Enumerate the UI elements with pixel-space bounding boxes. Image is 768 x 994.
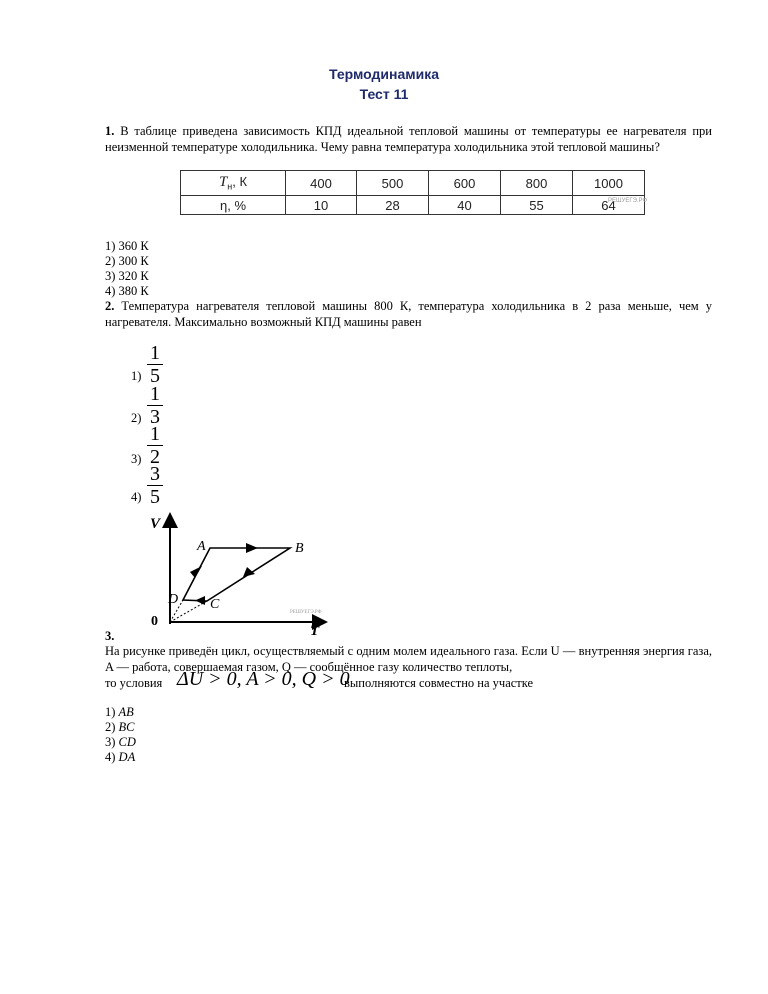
q3-option-1: 1) AB <box>105 705 134 719</box>
table-cell: 600 <box>429 171 501 196</box>
question-1-number: 1. <box>105 124 115 138</box>
q1-option-3: 3) 320 К <box>105 269 149 283</box>
q1-option-2: 2) 300 К <box>105 254 149 268</box>
arrow-ab <box>246 543 258 553</box>
efficiency-table <box>180 170 648 215</box>
table-cell: 400 <box>286 171 357 196</box>
table-cell: 10 <box>286 196 357 215</box>
table-header-efficiency: η, % <box>181 196 286 215</box>
axis-label-v: V <box>150 516 161 532</box>
q2-option-4-fraction: 3 5 <box>147 465 163 506</box>
table-cell: 64 <box>573 196 645 215</box>
q2-option-4-label: 4) <box>131 490 142 504</box>
question-1-text: В таблице приведена зависимость КПД идеальной тепловой машины от температуры ее нагревателя при неизменной температуре холодильника. Чему равна температура холодильника этой тепловой машины? <box>105 124 712 154</box>
page-title: Термодинамика <box>328 66 440 82</box>
cycle-path <box>183 548 290 601</box>
table-cell: 28 <box>357 196 429 215</box>
q2-option-2-label: 2) <box>131 411 142 425</box>
table-watermark: РЕШУЕГЭ.РФ <box>608 198 648 204</box>
question-3-number: 3. <box>105 629 115 643</box>
question-3-text: На рисунке приведён цикл, осуществляемый с одним молем идеального газа. Если U — внутренняя энергия газа, A — работа, совершаемая газом, Q — сообщённое газу количество теплоты, <box>105 644 712 674</box>
table-cell: 500 <box>357 171 429 196</box>
question-1 <box>105 124 712 155</box>
q2-option-1-fraction: 1 5 <box>147 344 163 385</box>
point-b: B <box>295 541 304 556</box>
arrow-cd <box>195 596 205 605</box>
diagram-watermark: РЕШУЕГЭ.РФ <box>290 610 322 615</box>
question-2-text: Температура нагревателя тепловой машины 800 К, температура холодильника в 2 раза меньше, чем у нагревателя. Максимально возможный КПД машины равен <box>105 299 712 329</box>
test-number: Тест 11 <box>359 86 409 102</box>
q2-option-2-fraction: 1 3 <box>147 385 163 426</box>
table-cell: 1000 <box>573 171 645 196</box>
table-header-temperature: $T_н$, К <box>181 171 286 196</box>
origin-label: 0 <box>151 614 158 629</box>
table-row <box>181 196 645 215</box>
q2-option-3-label: 3) <box>131 452 142 466</box>
condition-formula: ΔU > 0, A > 0, Q > 0 <box>177 668 350 690</box>
q3-option-3: 3) CD <box>105 735 136 749</box>
table-cell: 55 <box>501 196 573 215</box>
point-d: D <box>168 592 179 607</box>
point-a: A <box>197 539 206 554</box>
q3-option-4: 4) DA <box>105 750 136 764</box>
table-row <box>181 171 645 196</box>
q2-option-3-fraction: 1 2 <box>147 425 163 466</box>
question-2 <box>105 299 712 330</box>
arrow-da <box>190 566 202 578</box>
question-3-prefix: то условия <box>105 676 163 690</box>
q3-option-2: 2) BC <box>105 720 135 734</box>
point-c: C <box>210 597 220 612</box>
table-cell: 800 <box>501 171 573 196</box>
q1-option-4: 4) 380 К <box>105 284 149 298</box>
q2-option-1-label: 1) <box>131 369 142 383</box>
axis-label-t: T <box>310 623 320 637</box>
question-3-suffix: выполняются совместно на участке <box>344 676 534 690</box>
question-2-number: 2. <box>105 299 115 313</box>
q1-option-1: 1) 360 К <box>105 239 149 253</box>
table-cell: 40 <box>429 196 501 215</box>
vt-cycle-diagram <box>140 512 330 637</box>
